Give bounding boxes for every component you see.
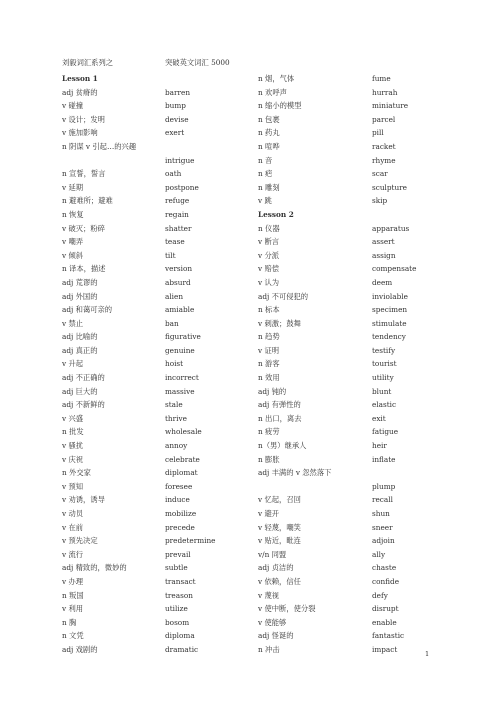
entry-word: blunt bbox=[372, 386, 392, 396]
entry-definition: n 疤 bbox=[258, 169, 273, 179]
entry-word: shun bbox=[372, 509, 390, 518]
entry-word: diploma bbox=[165, 631, 195, 641]
entry-word: treason bbox=[165, 590, 193, 600]
entry-definition: v 证明 bbox=[258, 345, 280, 355]
entry-word: fume bbox=[372, 74, 391, 83]
entry-definition: v 跳 bbox=[258, 196, 272, 206]
entry-word: compensate bbox=[372, 264, 417, 274]
entry-definition: adj 巨大的 bbox=[62, 386, 98, 396]
entry-word: foresee bbox=[165, 481, 193, 491]
entry-definition: n 雕刻 bbox=[258, 182, 280, 192]
entry-word: impact bbox=[372, 644, 398, 654]
entry-word: inviolable bbox=[372, 291, 408, 301]
entry-word: mobilize bbox=[165, 509, 197, 518]
entry-word: predetermine bbox=[165, 536, 216, 546]
entry-definition: n 恢复 bbox=[62, 209, 84, 219]
entry-definition: v 劝诱，诱导 bbox=[62, 495, 105, 505]
entry-word: fantastic bbox=[372, 631, 405, 641]
entry-definition: v 延期 bbox=[62, 182, 84, 192]
entry-definition: v 动员 bbox=[62, 509, 84, 518]
book-title: 突破英文词汇 5000 bbox=[165, 58, 230, 67]
entry-word: assign bbox=[372, 250, 396, 260]
entry-definition: v 断言 bbox=[258, 237, 280, 247]
entry-definition: v 倾斜 bbox=[62, 250, 84, 260]
entry-word: ban bbox=[165, 318, 179, 328]
entry-definition: v 刺激；鼓舞 bbox=[258, 318, 301, 328]
entry-definition: v 贴近，毗连 bbox=[258, 536, 301, 546]
entry-definition: v 轻蔑，嘲笑 bbox=[258, 522, 301, 532]
entry-definition: n 标本 bbox=[258, 305, 280, 315]
entry-word: massive bbox=[165, 386, 195, 396]
entry-word: plump bbox=[372, 481, 396, 491]
entry-definition: v 赔偿 bbox=[258, 264, 280, 274]
entry-word: diplomat bbox=[165, 468, 198, 478]
entry-word: wholesale bbox=[165, 427, 202, 437]
entry-word: rhyme bbox=[372, 155, 396, 165]
entry-word: oath bbox=[165, 169, 182, 179]
entry-word: parcel bbox=[372, 114, 396, 124]
page-number: 1 bbox=[425, 650, 430, 658]
entry-definition: v 流行 bbox=[62, 549, 84, 559]
entry-word: thrive bbox=[165, 413, 187, 423]
entry-definition: n 趋势 bbox=[258, 332, 280, 342]
entry-word: bosom bbox=[165, 617, 190, 627]
entry-word: absurd bbox=[165, 277, 191, 287]
entry-word: transact bbox=[165, 576, 196, 586]
entry-word: tease bbox=[165, 237, 185, 247]
entry-word: adjoin bbox=[372, 536, 395, 546]
entry-word: barren bbox=[165, 87, 191, 97]
entry-definition: v/n 同盟 bbox=[258, 549, 287, 559]
entry-word: ally bbox=[372, 549, 386, 559]
entry-word: induce bbox=[165, 495, 190, 505]
entry-definition: adj 贞洁的 bbox=[258, 563, 294, 573]
entry-word: celebrate bbox=[165, 454, 200, 464]
entry-definition: n 药丸 bbox=[258, 128, 280, 138]
entry-word: bump bbox=[165, 101, 186, 111]
entry-definition: n 烟，气体 bbox=[258, 74, 295, 83]
series-title: 刘毅词汇系列之 bbox=[62, 58, 114, 67]
entry-word: stimulate bbox=[372, 318, 407, 328]
lesson-title: Lesson 2 bbox=[258, 209, 294, 219]
entry-definition: v 认为 bbox=[258, 277, 280, 287]
entry-word: devise bbox=[165, 114, 189, 124]
entry-word: racket bbox=[372, 141, 396, 151]
entry-word: tilt bbox=[165, 250, 176, 260]
entry-definition: adj 戏剧的 bbox=[62, 644, 98, 654]
entry-definition: adj 不正确的 bbox=[62, 373, 105, 383]
entry-word: annoy bbox=[165, 441, 188, 451]
entry-definition: adj 不新鲜的 bbox=[62, 400, 105, 410]
entry-word: tourist bbox=[372, 359, 397, 369]
entry-definition: v 依赖，信任 bbox=[258, 576, 301, 586]
entry-definition: n 效用 bbox=[258, 373, 280, 383]
entry-definition: n 疲劳 bbox=[258, 427, 280, 437]
entry-word: intrigue bbox=[165, 155, 195, 165]
entry-definition: v 预知 bbox=[62, 481, 84, 491]
entry-definition: v 使中断，使分裂 bbox=[258, 604, 316, 614]
entry-definition: n 仪器 bbox=[258, 223, 280, 233]
entry-definition: adj 精致的，微妙的 bbox=[62, 563, 127, 573]
entry-word: amiable bbox=[165, 305, 195, 315]
entry-word: refuge bbox=[165, 196, 190, 206]
entry-word: skip bbox=[372, 196, 388, 206]
entry-word: tendency bbox=[372, 332, 406, 342]
entry-word: pill bbox=[372, 128, 384, 138]
entry-word: elastic bbox=[372, 400, 397, 410]
entry-word: regain bbox=[165, 209, 189, 219]
entry-word: utilize bbox=[165, 604, 188, 614]
entry-definition: v 设计；发明 bbox=[62, 114, 105, 124]
entry-definition: adj 和蔼可亲的 bbox=[62, 305, 113, 315]
entry-definition: v 嘲弄 bbox=[62, 237, 84, 247]
entry-word: apparatus bbox=[372, 223, 410, 233]
page-header bbox=[62, 58, 230, 68]
entry-definition: v 蔑视 bbox=[258, 590, 280, 600]
lesson-title: Lesson 1 bbox=[62, 74, 98, 83]
entry-definition: v 施加影响 bbox=[62, 128, 98, 138]
entry-word: subtle bbox=[165, 563, 188, 573]
entry-word: testify bbox=[372, 345, 396, 355]
entry-word: utility bbox=[372, 373, 394, 383]
entry-word: heir bbox=[372, 441, 387, 451]
entry-word: postpone bbox=[165, 182, 199, 192]
entry-word: genuine bbox=[165, 345, 195, 355]
entry-word: deem bbox=[372, 277, 393, 287]
entry-word: scar bbox=[372, 169, 388, 179]
entry-definition: n 外交家 bbox=[62, 468, 91, 478]
entry-word: hurrah bbox=[372, 87, 398, 97]
entry-word: confide bbox=[372, 576, 400, 586]
entry-definition: adj 怪诞的 bbox=[258, 631, 294, 641]
entry-word: enable bbox=[372, 617, 397, 627]
entry-definition: n 游客 bbox=[258, 359, 280, 369]
entry-word: figurative bbox=[165, 332, 201, 342]
entry-definition: adj 钝的 bbox=[258, 386, 287, 396]
entry-definition: adj 不可侵犯的 bbox=[258, 291, 309, 301]
entry-definition: v 破灭；粉碎 bbox=[62, 223, 105, 233]
entry-definition: n 冲击 bbox=[258, 644, 280, 654]
entry-definition: adj 丰满的 v 忽然落下 bbox=[258, 468, 332, 478]
entry-definition: v 升起 bbox=[62, 359, 84, 369]
entry-word: stale bbox=[165, 400, 183, 410]
entry-word: chaste bbox=[372, 563, 397, 573]
entry-word: sculpture bbox=[372, 182, 407, 192]
entry-definition: adj 荒谬的 bbox=[62, 277, 98, 287]
entry-definition: n 文凭 bbox=[62, 631, 84, 641]
entry-word: version bbox=[165, 264, 193, 274]
entry-word: prevail bbox=[165, 549, 191, 559]
entry-definition: n 缩小的模型 bbox=[258, 101, 302, 111]
entry-definition: n 批发 bbox=[62, 427, 84, 437]
entry-definition: n 译本，描述 bbox=[62, 264, 106, 274]
entry-word: sneer bbox=[372, 522, 393, 532]
entry-word: recall bbox=[372, 495, 393, 505]
entry-definition: v 忆起，召回 bbox=[258, 495, 301, 505]
entry-definition: v 办理 bbox=[62, 576, 84, 586]
entry-word: dramatic bbox=[165, 644, 199, 654]
entry-definition: v 利用 bbox=[62, 604, 84, 614]
entry-definition: n 胸 bbox=[62, 617, 77, 627]
entry-definition: n 宣誓，誓言 bbox=[62, 169, 106, 179]
entry-definition: n 音 bbox=[258, 155, 273, 165]
entry-definition: adj 贫瘠的 bbox=[62, 87, 98, 97]
entry-definition: v 庆祝 bbox=[62, 454, 84, 464]
entry-word: specimen bbox=[372, 305, 408, 315]
entry-definition: n 欢呼声 bbox=[258, 87, 287, 97]
entry-word: exit bbox=[372, 413, 386, 423]
entry-definition: adj 有弹性的 bbox=[258, 400, 301, 410]
entry-definition: v 在前 bbox=[62, 522, 84, 532]
entry-word: inflate bbox=[372, 454, 396, 464]
entry-definition: n 阴谋 v 引起…的兴趣 bbox=[62, 141, 137, 151]
entry-definition: v 分派 bbox=[258, 250, 280, 260]
entry-word: defy bbox=[372, 590, 388, 600]
entry-definition: n 叛国 bbox=[62, 590, 84, 600]
entry-definition: n 出口，离去 bbox=[258, 413, 302, 423]
entry-definition: n 喧哗 bbox=[258, 141, 280, 151]
entry-definition: n 避难所；避难 bbox=[62, 196, 113, 206]
entry-definition: n（男）继承人 bbox=[258, 441, 307, 451]
entry-definition: v 预先决定 bbox=[62, 536, 98, 546]
entry-definition: v 禁止 bbox=[62, 318, 84, 328]
entry-word: hoist bbox=[165, 359, 184, 369]
entry-word: assert bbox=[372, 237, 395, 247]
entry-word: disrupt bbox=[372, 604, 399, 614]
entry-word: incorrect bbox=[165, 373, 199, 383]
entry-word: precede bbox=[165, 522, 195, 532]
entry-definition: n 膨胀 bbox=[258, 454, 280, 464]
entry-definition: n 包裹 bbox=[258, 114, 280, 124]
entry-definition: v 骚扰 bbox=[62, 441, 84, 451]
entry-definition: adj 真正的 bbox=[62, 345, 98, 355]
entry-definition: v 避开 bbox=[258, 509, 280, 518]
entry-definition: v 使能够 bbox=[258, 617, 287, 627]
entry-word: alien bbox=[165, 291, 184, 301]
entry-definition: adj 外国的 bbox=[62, 291, 98, 301]
entry-word: exert bbox=[165, 128, 185, 138]
entry-definition: v 碰撞 bbox=[62, 101, 84, 111]
entry-word: miniature bbox=[372, 101, 409, 111]
entry-definition: v 兴盛 bbox=[62, 413, 84, 423]
entry-word: shatter bbox=[165, 223, 192, 233]
entry-word: fatigue bbox=[372, 427, 399, 437]
entry-definition: adj 比喻的 bbox=[62, 332, 98, 342]
